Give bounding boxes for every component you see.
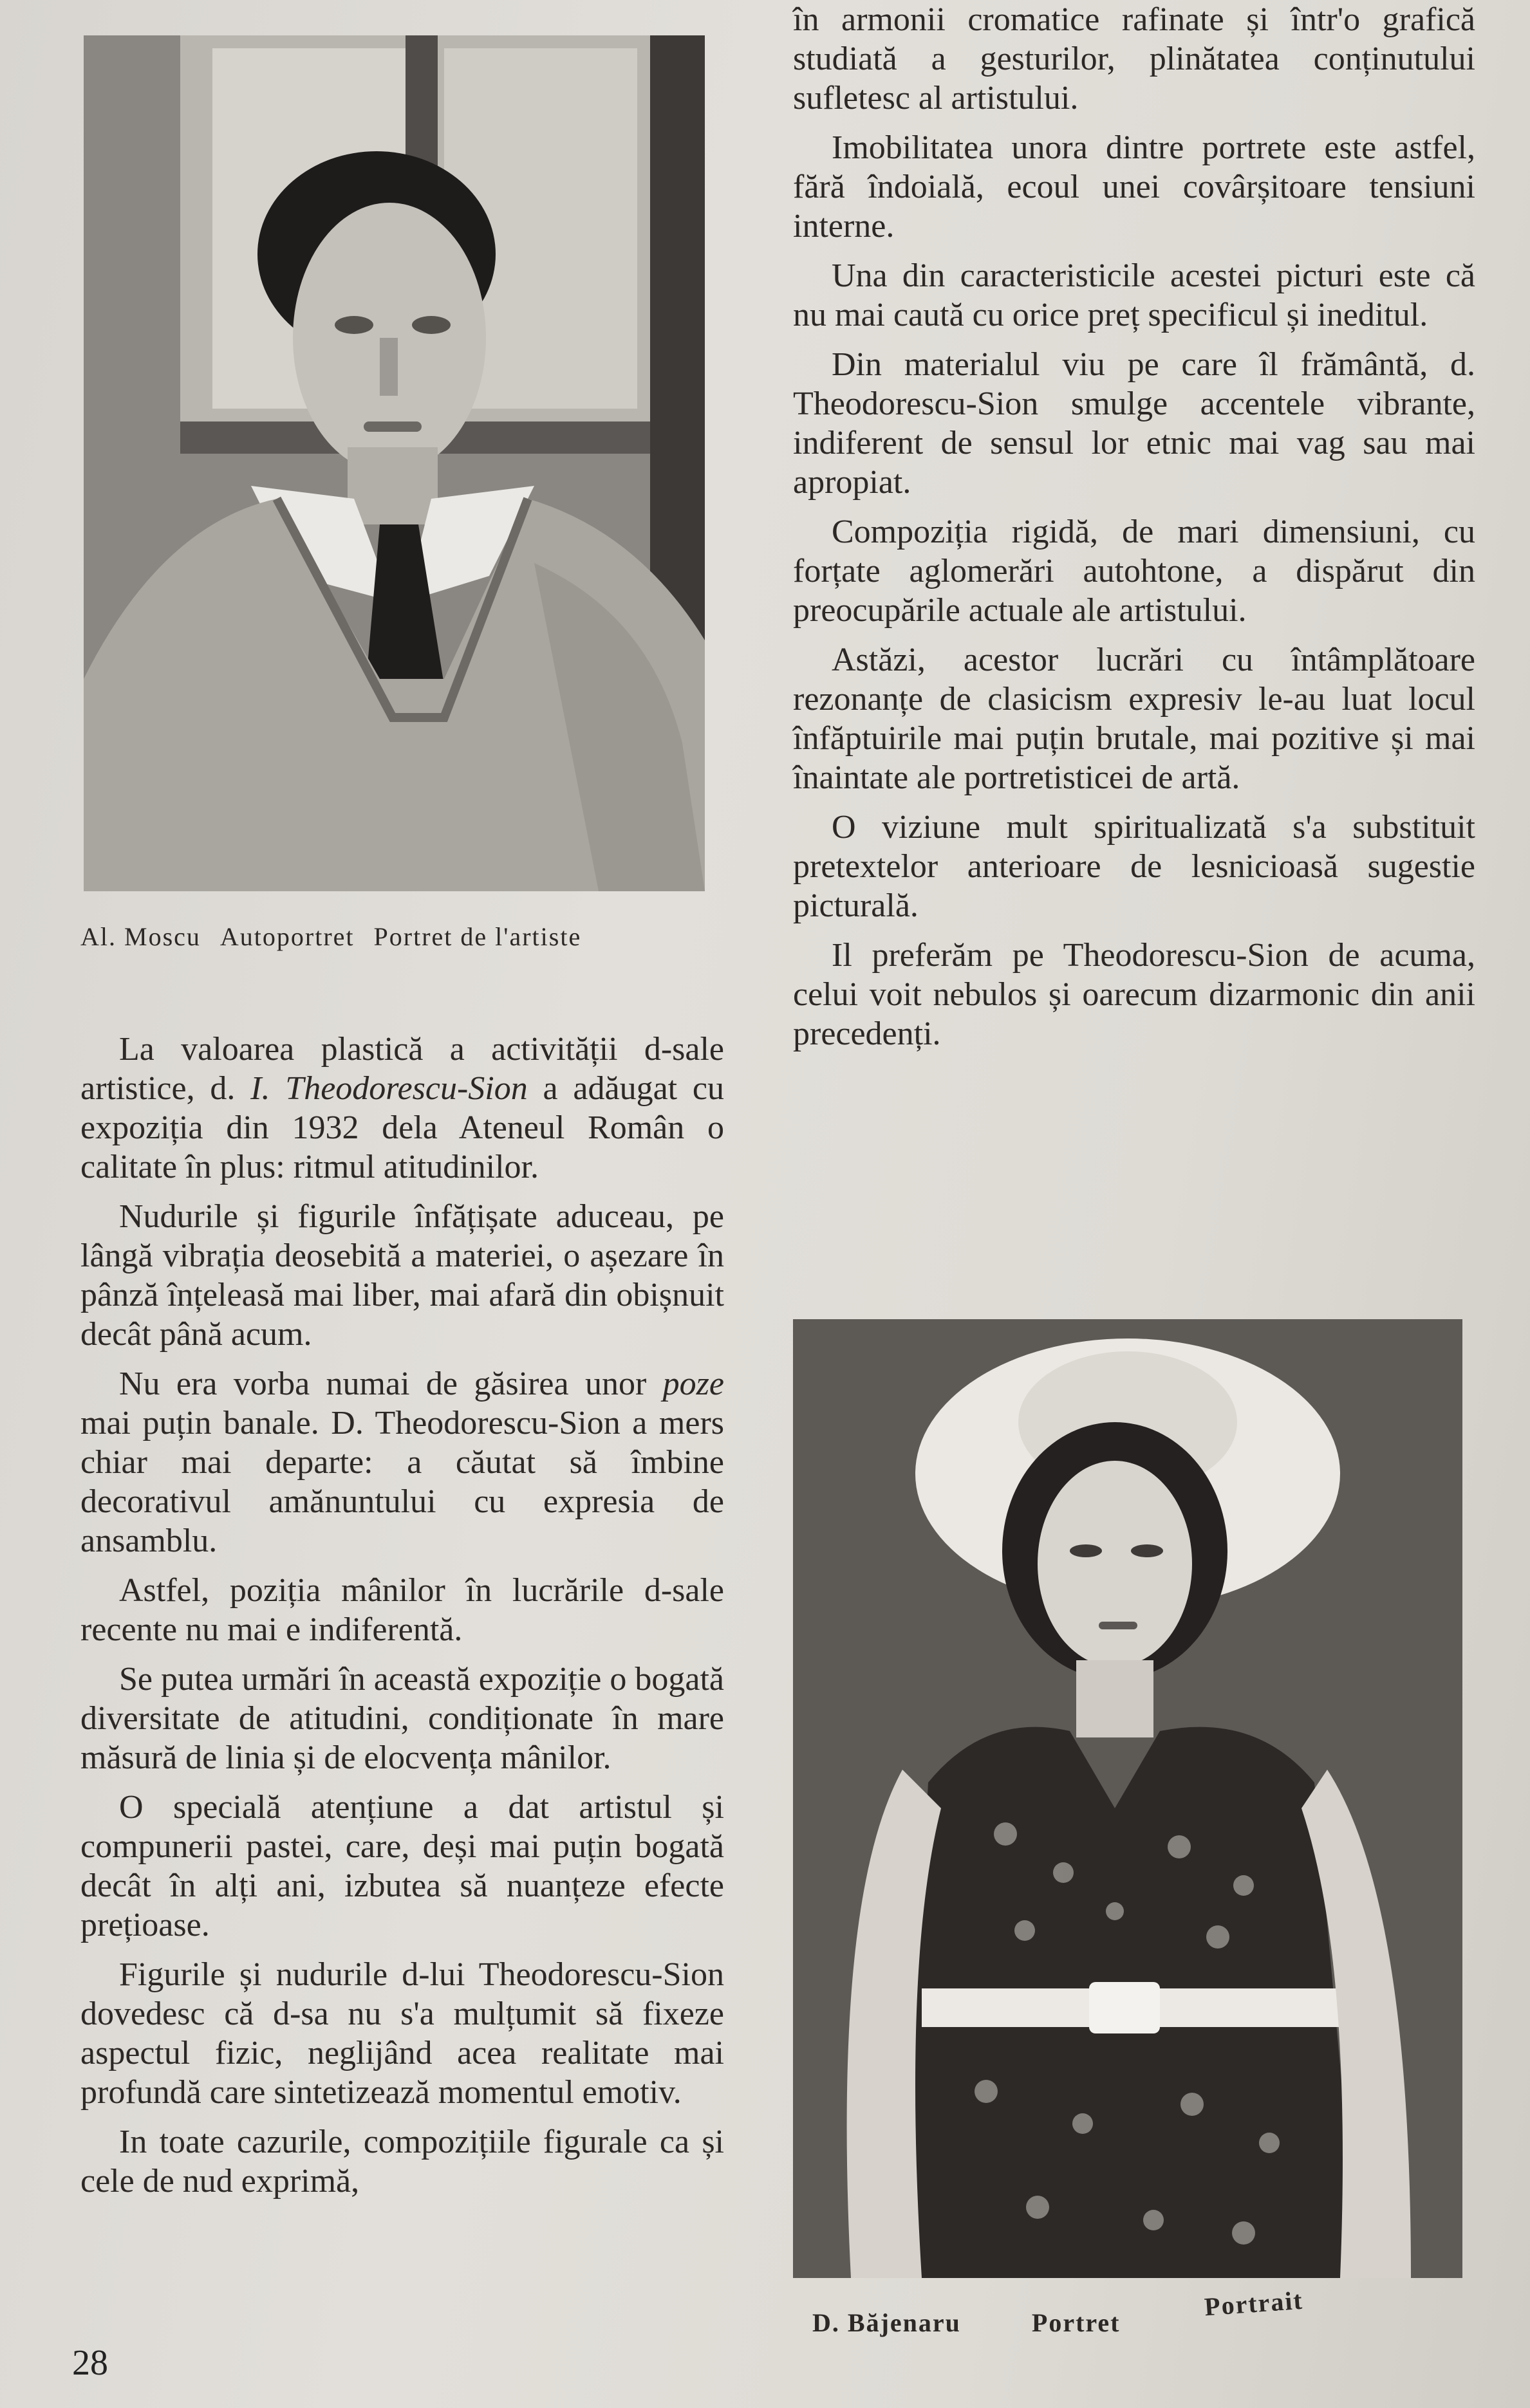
caption-title-fr: Portret de l'artiste [373,922,582,951]
paragraph: Se putea urmări în această expoziție o bogată diversitate de atitudini, condiționate în mare măsură de linia și de elocvența mânilor. [80,1661,724,1776]
paragraph: Astăzi, acestor lucrări cu întâmplătoare rezonanțe de clasicism expresiv le-au luat locul înfăptuirile mai puțin brutale, mai pozitive și mai înaintate ale portretisticei de artă. [793,642,1475,796]
left-column-text [80,1030,724,2211]
paragraph: în armonii cromatice rafinate și într'o grafică studiată a gesturilor, plinătatea conținutului sufletesc al artistului. [793,1,1475,116]
paragraph: Nudurile și figurile înfățișate aduceau, pe lângă vibrația deosebită a materiei, o așezare în pânză înțeleasă mai liber, mai afară din obișnuit decât până acum. [80,1198,724,1353]
paragraph: Nu era vorba numai de găsirea unor poze mai puțin banale. D. Theodorescu-Sion a mers chiar mai departe: a căutat să îmbine decorativul amănuntului cu expresia de ansamblu. [80,1366,724,1559]
self-portrait-caption [80,922,601,952]
woman-portrait-caption [812,2285,1322,2338]
paragraph: Din materialul viu pe care îl frământă, d. Theodorescu-Sion smulge accentele vibrante, indiferent de sensul lor etnic mai vag sau mai apropiat. [793,346,1475,501]
artist-name: I. Theodorescu-Sion [250,1070,528,1107]
paragraph: Imobilitatea unora dintre portrete este astfel, fără îndoială, ecoul unei covârșitoare tensiuni interne. [793,129,1475,245]
caption-title-fr: Portrait [1203,2285,1304,2322]
caption-artist: D. Băjenaru [812,2308,961,2337]
paragraph: Il preferăm pe Theodorescu-Sion de acuma, celui voit nebulos și oarecum dizarmonic din anii precedenți. [793,937,1475,1052]
self-portrait-photo [84,35,705,891]
paragraph: O specială atențiune a dat artistul și compunerii pastei, care, deși mai puțin bogată decât în alți ani, izbutea să nuanțeze efecte prețioase. [80,1789,724,1943]
page-number: 28 [72,2343,108,2383]
woman-portrait-photo [793,1319,1462,2278]
right-column-text [793,0,1475,1064]
paragraph: O viziune mult spiritualizată s'a substituit pretextelor anterioare de lesnicioasă sugestie picturală. [793,809,1475,924]
caption-title: Autoportret [219,922,355,951]
paragraph: In toate cazurile, compozițiile figurale ca și cele de nud exprimă, [80,2124,724,2200]
paragraph: Figurile și nudurile d-lui Theodorescu-Sion dovedesc că d-sa nu s'a mulțumit să fixeze aspectul fizic, neglijând acea realitate mai profundă care sintetizează momentul emotiv. [80,1956,724,2111]
paragraph: Compoziția rigidă, de mari dimensiuni, cu forțate aglomerări autohtone, a dispărut din preocupările actuale ale artistului. [793,514,1475,629]
caption-artist: Al. Moscu [80,922,201,951]
caption-title: Portret [1031,2308,1121,2337]
paragraph: La valoarea plastică a activității d-sale artistice, d. I. Theodorescu-Sion a adăugat cu expoziția din 1932 dela Ateneul Român o calitate în plus: ritmul atitudinilor. [80,1031,724,1185]
paragraph: Una din caracteristicile acestei picturi este că nu mai caută cu orice preț specificul și ineditul. [793,257,1475,333]
paragraph: Astfel, poziția mânilor în lucrările d-sale recente nu mai e indiferentă. [80,1572,724,1648]
